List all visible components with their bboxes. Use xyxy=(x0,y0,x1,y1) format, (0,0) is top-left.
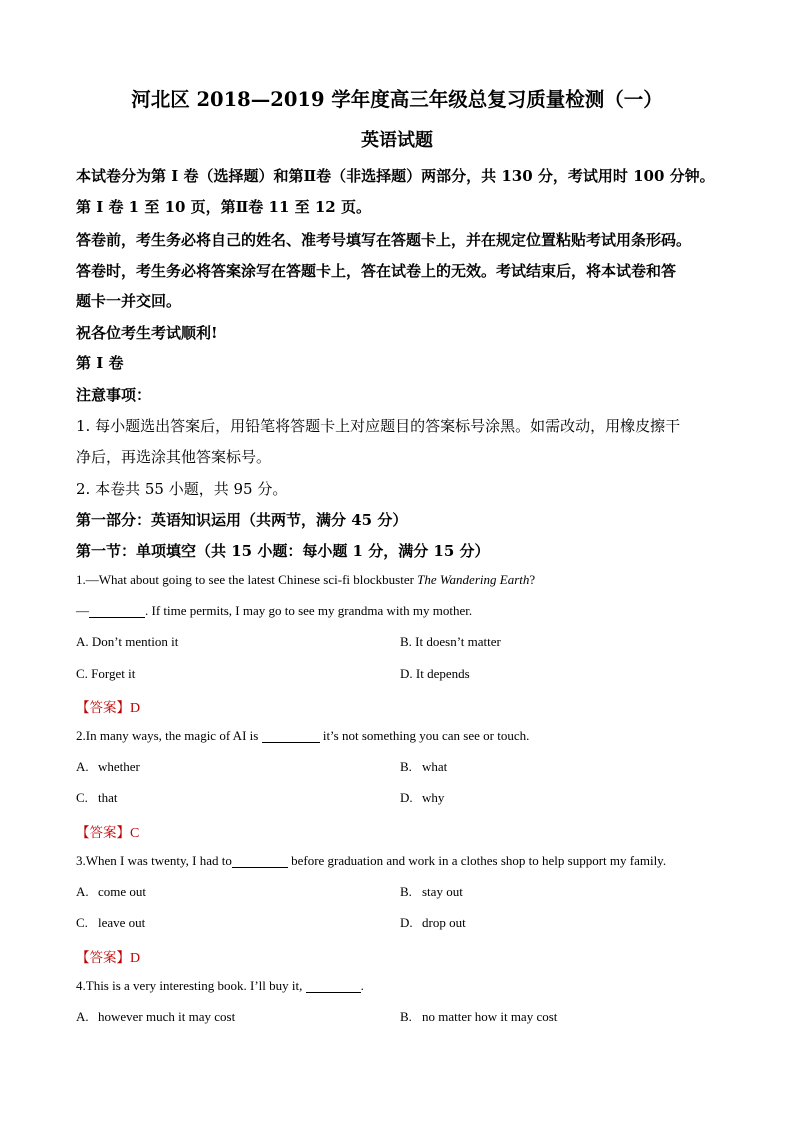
note-1b: 净后，再选涂其他答案标号。 xyxy=(76,448,272,466)
q4-option-a-letter: A. xyxy=(76,1009,89,1024)
q3-answer-label: 【答案】 xyxy=(76,950,130,966)
q2-answer-label: 【答案】 xyxy=(76,825,130,841)
exam-subtitle: 英语试题 xyxy=(361,130,433,151)
q2-option-d-letter: D. xyxy=(400,790,413,805)
notes-heading: 注意事项： xyxy=(76,386,152,404)
q3-option-d xyxy=(400,915,466,931)
q3-stem-end: before graduation and work in a clothes shop to help support my family. xyxy=(287,853,667,868)
q2-option-a-letter: A. xyxy=(76,759,89,774)
subsection-heading: 第一节：单项填空（共 15 小题：每小题 1 分，满分 15 分） xyxy=(76,542,490,560)
question-4-stem xyxy=(76,978,364,994)
q1-answer xyxy=(76,696,140,717)
section-heading: 第一部分：英语知识运用（共两节，满分 45 分） xyxy=(76,511,408,529)
intro-line-3: 答卷前，考生务必将自己的姓名、准考号填写在答题卡上，并在规定位置粘贴考试用条形码。 xyxy=(76,231,692,249)
intro-line-1: 本试卷分为第 I 卷（选择题）和第Ⅱ卷（非选择题）两部分，共 130 分，考试用时 100 分钟。 xyxy=(76,167,715,185)
note-1a: 1. 每小题选出答案后，用铅笔将答题卡上对应题目的答案标号涂黑。如需改动，用橡皮擦干 xyxy=(76,417,681,435)
intro-line-6: 祝各位考生考试顺利! xyxy=(76,324,218,342)
q1-blank xyxy=(89,604,145,618)
q2-option-b-letter: B. xyxy=(400,759,412,774)
q2-option-b-text: what xyxy=(422,759,448,774)
q3-option-b-text: stay out xyxy=(422,884,463,899)
q3-option-b-letter: B. xyxy=(400,884,412,899)
q1-stem-italic: The Wandering Earth xyxy=(417,572,530,587)
q4-stem-start: 4.This is a very interesting book. I’ll buy it, xyxy=(76,978,306,993)
volume-heading: 第 I 卷 xyxy=(76,354,124,372)
q4-option-a xyxy=(76,1009,235,1025)
q2-stem-start: 2.In many ways, the magic of AI is xyxy=(76,728,262,743)
question-3-stem xyxy=(76,853,666,869)
q3-option-d-letter: D. xyxy=(400,915,413,930)
q1-answer-label: 【答案】 xyxy=(76,700,130,716)
intro-line-4: 答卷时，考生务必将答案涂写在答题卡上，答在试卷上的无效。考试结束后，将本试卷和答 xyxy=(76,262,677,280)
q2-answer-value: C xyxy=(130,826,140,841)
q1-option-d: D. It depends xyxy=(400,666,470,681)
q2-blank xyxy=(262,729,320,743)
q1-option-c: C. Forget it xyxy=(76,666,136,681)
q1-reply-text: . If time permits, I may go to see my grandma with my mother. xyxy=(145,603,473,618)
q3-answer xyxy=(76,946,140,967)
q4-option-b xyxy=(400,1009,557,1025)
q2-option-c-text: that xyxy=(98,790,118,805)
question-2-stem xyxy=(76,728,529,744)
q2-option-c-letter: C. xyxy=(76,790,88,805)
q4-blank xyxy=(306,979,361,993)
q2-option-a xyxy=(76,759,140,775)
q2-option-c xyxy=(76,790,118,806)
q1-option-a: A. Don’t mention it xyxy=(76,634,179,649)
q3-answer-value: D xyxy=(130,951,141,966)
q1-stem-start: 1.—What about going to see the latest Chinese sci-fi blockbuster xyxy=(76,572,418,587)
q2-answer xyxy=(76,821,139,842)
q3-option-a xyxy=(76,884,146,900)
q1-answer-value: D xyxy=(130,701,141,716)
q3-option-c-text: leave out xyxy=(98,915,146,930)
exam-title: 河北区 2018—2019 学年度高三年级总复习质量检测（一） xyxy=(131,88,663,111)
question-1-stem xyxy=(76,572,535,588)
note-2: 2. 本卷共 55 小题，共 95 分。 xyxy=(76,480,288,498)
q2-stem-end: it’s not something you can see or touch. xyxy=(319,728,530,743)
q2-option-a-text: whether xyxy=(98,759,140,774)
q4-stem-end: . xyxy=(360,978,364,993)
q1-stem-end: ? xyxy=(529,572,536,587)
q3-option-c-letter: C. xyxy=(76,915,88,930)
q3-blank xyxy=(232,854,288,868)
q3-stem-start: 3.When I was twenty, I had to xyxy=(76,853,232,868)
q3-option-a-letter: A. xyxy=(76,884,89,899)
q2-option-d xyxy=(400,790,444,806)
q1-option-b: B. It doesn’t matter xyxy=(400,634,501,649)
intro-line-5: 题卡一并交回。 xyxy=(76,292,182,310)
q3-option-a-text: come out xyxy=(98,884,147,899)
q2-option-b xyxy=(400,759,447,775)
q4-option-b-letter: B. xyxy=(400,1009,412,1024)
q1-reply-dash: — xyxy=(76,603,89,618)
question-1-reply xyxy=(76,603,472,619)
q3-option-b xyxy=(400,884,463,900)
q3-option-d-text: drop out xyxy=(422,915,466,930)
q4-option-b-text: no matter how it may cost xyxy=(422,1009,558,1024)
q4-option-a-text: however much it may cost xyxy=(98,1009,236,1024)
q2-option-d-text: why xyxy=(422,790,445,805)
intro-line-2: 第 I 卷 1 至 10 页，第Ⅱ卷 11 至 12 页。 xyxy=(76,198,371,216)
q3-option-c xyxy=(76,915,145,931)
